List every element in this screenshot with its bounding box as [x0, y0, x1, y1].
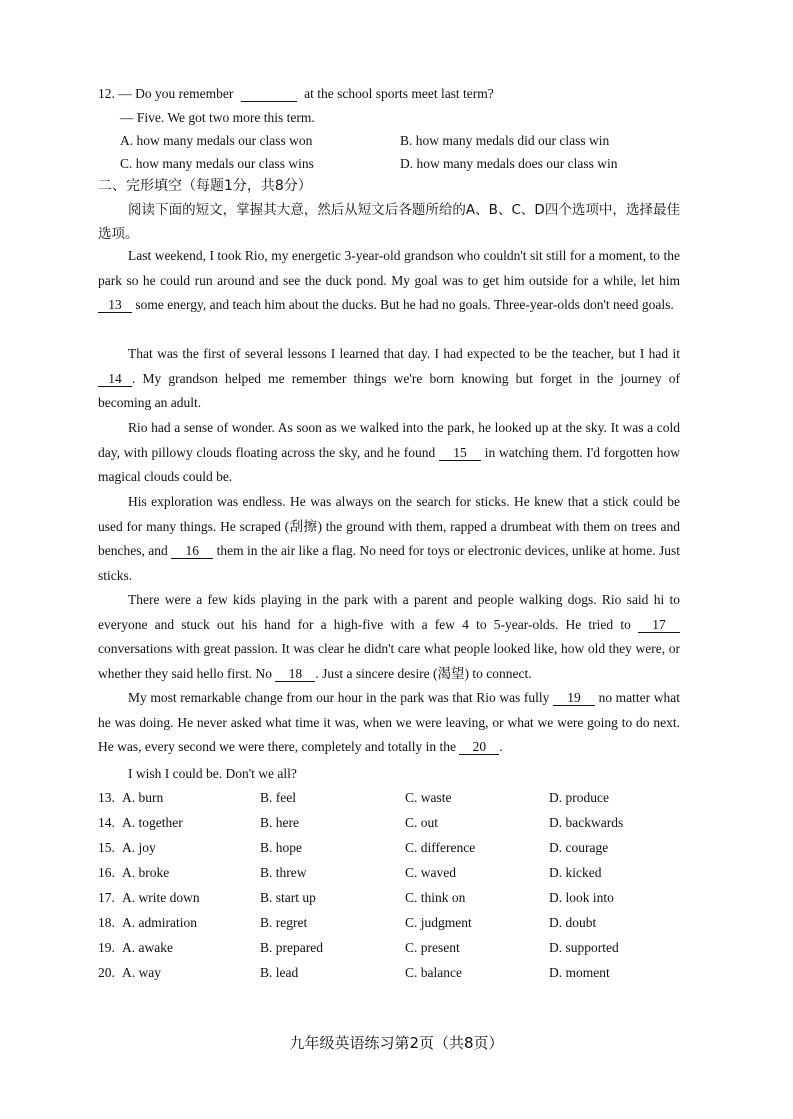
blank-20: 20: [459, 739, 499, 755]
passage-paragraph-5: [98, 588, 680, 686]
choice-19-num: 19.: [98, 940, 115, 955]
choice-16-a: A. broke: [122, 865, 170, 880]
choice-17-b: B. start up: [260, 890, 316, 905]
choice-13-num: 13.: [98, 790, 115, 805]
blank-16: 16: [171, 543, 213, 559]
choice-17-a: A. write down: [122, 890, 200, 905]
choice-16-b: B. threw: [260, 865, 307, 880]
p6-text-c: .: [499, 739, 503, 755]
choice-14-a: A. together: [122, 815, 183, 830]
q12-answer-blank: [241, 86, 297, 102]
choice-17-c: C. think on: [405, 890, 466, 905]
section-instructions: [98, 198, 680, 246]
q12-option-b: B. how many medals did our class win: [400, 133, 610, 148]
choice-15-num: 15.: [98, 840, 115, 855]
blank-14: 14: [98, 371, 132, 387]
choice-15-b: B. hope: [260, 840, 302, 855]
passage-paragraph-4: [98, 490, 680, 588]
q12-reply: — Five. We got two more this term.: [120, 110, 315, 125]
choice-13-d: D. produce: [549, 790, 609, 805]
p6-text-b: no matter what he was doing. He never asked what time it was, when we were leaving, or what we were going to do next. He was, every second we were there, completely and totally in the: [98, 690, 680, 755]
choice-19-b: B. prepared: [260, 940, 323, 955]
choice-19-a: A. awake: [122, 940, 173, 955]
instructions-text: 阅读下面的短文，掌握其大意，然后从短文后各题所给的A、B、C、D四个选项中，选择最佳选项。: [98, 202, 680, 242]
choice-15-a: A. joy: [122, 840, 156, 855]
p4-text-b: them in the air like a flag. No need for toys or electronic devices, unlike at home. Just sticks.: [98, 543, 681, 583]
q12-option-c: C. how many medals our class wins: [120, 156, 314, 171]
blank-17: 17: [638, 617, 680, 633]
choice-13-c: C. waste: [405, 790, 452, 805]
passage-paragraph-7: I wish I could be. Don't we all?: [128, 766, 297, 781]
p2-text-b: . My grandson helped me remember things we're born knowing but forget in the journey of becoming an adult.: [98, 370, 680, 411]
choice-20-d: D. moment: [549, 965, 610, 980]
q12-stem: [98, 85, 494, 103]
q12-option-a: A. how many medals our class won: [120, 133, 313, 148]
passage-paragraph-3: [98, 416, 680, 490]
blank-13: 13: [98, 297, 132, 313]
choice-18-d: D. doubt: [549, 915, 597, 930]
passage-paragraph-2: [98, 342, 680, 416]
choice-14-d: D. backwards: [549, 815, 624, 830]
q12-stem-prefix: 12. — Do you remember: [98, 86, 234, 101]
section-heading: 二、完形填空（每题1分，共8分）: [98, 178, 312, 194]
choice-20-b: B. lead: [260, 965, 299, 980]
choice-16-c: C. waved: [405, 865, 456, 880]
p3-text-b: in watching them. I'd forgotten how magical clouds could be.: [98, 444, 681, 485]
choice-18-a: A. admiration: [122, 915, 197, 930]
blank-15: 15: [439, 445, 481, 461]
choice-18-b: B. regret: [260, 915, 308, 930]
choice-13-b: B. feel: [260, 790, 296, 805]
blank-18: 18: [275, 666, 315, 682]
choice-20-num: 20.: [98, 965, 115, 980]
choice-19-c: C. present: [405, 940, 460, 955]
choice-20-c: C. balance: [405, 965, 462, 980]
passage-paragraph-1: [98, 244, 680, 318]
q12-stem-suffix: at the school sports meet last term?: [304, 86, 494, 101]
p5-text-b: conversations with great passion. It was clear he didn't care what people looked like, how old they were, or whether they said hello first. No: [98, 641, 680, 681]
choice-17-num: 17.: [98, 890, 115, 905]
passage-paragraph-6: [98, 686, 680, 760]
p5-text-c: . Just a sincere desire (渴望) to connect.: [315, 665, 532, 681]
choice-15-d: D. courage: [549, 840, 609, 855]
p6-text-a: My most remarkable change from our hour in the park was that Rio was fully: [128, 690, 550, 705]
choice-13-a: A. burn: [122, 790, 164, 805]
choice-14-num: 14.: [98, 815, 115, 830]
choice-14-b: B. here: [260, 815, 299, 830]
choice-17-d: D. look into: [549, 890, 614, 905]
choice-16-num: 16.: [98, 865, 115, 880]
blank-19: 19: [553, 690, 595, 706]
choice-18-c: C. judgment: [405, 915, 472, 930]
p5-text-a: There were a few kids playing in the park with a parent and people walking dogs. Rio said hi to everyone and stuck out his hand for a high-five with a few 4 to 5-year-olds. He tried to: [98, 592, 680, 632]
choice-18-num: 18.: [98, 915, 115, 930]
p1-text-b: some energy, and teach him about the ducks. But he had no goals. Three-year-olds don't need goals.: [135, 297, 674, 313]
choice-16-d: D. kicked: [549, 865, 602, 880]
p2-text-a: That was the first of several lessons I learned that day. I had expected to be the teacher, but I had it: [128, 346, 680, 361]
q12-option-d: D. how many medals does our class win: [400, 156, 618, 171]
choice-14-c: C. out: [405, 815, 439, 830]
p3-text-a: Rio had a sense of wonder. As soon as we walked into the park, he looked up at the sky. It was a cold day, with pillowy clouds floating across the sky, and he found: [98, 420, 680, 460]
choice-19-d: D. supported: [549, 940, 619, 955]
choice-15-c: C. difference: [405, 840, 476, 855]
page-footer: 九年级英语练习第2页（共8页）: [289, 1034, 504, 1052]
p4-text-a: His exploration was endless. He was always on the search for sticks. He knew that a stick could be used for many things. He scraped (刮擦) the ground with them, rapped a drumbeat with them on trees and benches, and: [98, 494, 680, 559]
choice-20-a: A. way: [122, 965, 161, 980]
p1-text-a: Last weekend, I took Rio, my energetic 3-year-old grandson who couldn't sit still for a moment, to the park so he could run around and see the duck pond. My goal was to get him outside for a while, let him: [98, 248, 680, 288]
